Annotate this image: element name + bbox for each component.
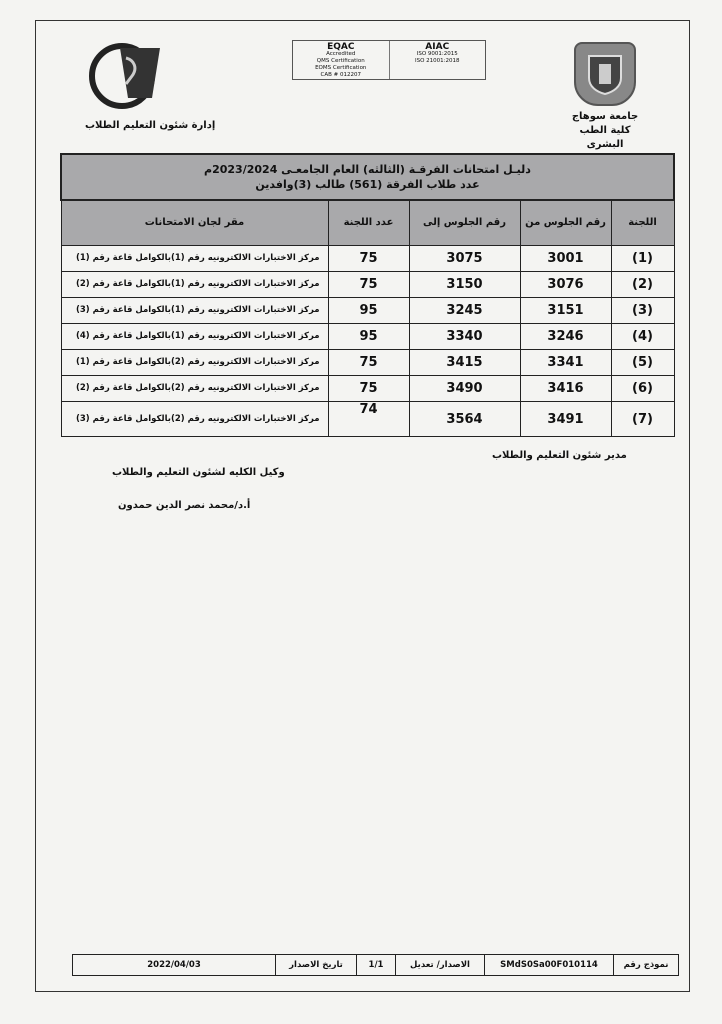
table-title-row (61, 154, 674, 200)
table-row: (7) 3491 3564 74 مركز الاختبارات الالكترونيه رقم (2)بالكوامل قاعة رقم (3) (61, 402, 674, 437)
date-value: 2022/04/03 (147, 960, 201, 970)
table-header-row (61, 200, 674, 246)
col-venue: مقر لجان الامتحانات (61, 200, 328, 246)
eqac-cert: EQAC Accredited QMS Certification EOMS Certification CAB # 012207 (293, 41, 390, 79)
table-subtitle: عدد طلاب الفرقة (561) طالب (3)وافدين (255, 178, 480, 191)
table-title: دليـل امتحانات الفرقـة (الثالثه) العام الجامعـى 2023/2024م (204, 163, 531, 176)
col-committee: اللجنة (611, 200, 674, 246)
table-row: (3) 3151 3245 95 مركز الاختبارات الالكترونيه رقم (1)بالكوامل قاعة رقم (3) (61, 298, 674, 324)
table-row: (1) 3001 3075 75 مركز الاختبارات الالكترونيه رقم (1)بالكوامل قاعة رقم (1) (61, 246, 674, 272)
table-row: (2) 3076 3150 75 مركز الاختبارات الالكترونيه رقم (1)بالكوامل قاعة رقم (2) (61, 272, 674, 298)
faculty-name: كلية الطب البشرى (579, 125, 631, 150)
table-row: (6) 3416 3490 75 مركز الاختبارات الالكترونيه رقم (2)بالكوامل قاعة رقم (2) (61, 376, 674, 402)
eqac-logo: EQAC (327, 42, 355, 52)
date-label: تاريخ الاصدار (275, 955, 356, 975)
university-block (560, 42, 650, 152)
certification-logos (292, 40, 486, 80)
col-count: عدد اللجنة (328, 200, 409, 246)
vice-dean-name: أ.د/محمد نصر الدين حمدون (118, 500, 251, 511)
department-name: إدارة شئون التعليم الطلاب (85, 120, 216, 131)
col-seat-from: رقم الجلوس من (520, 200, 611, 246)
table-row: (4) 3246 3340 95 مركز الاختبارات الالكترونيه رقم (1)بالكوامل قاعة رقم (4) (61, 324, 674, 350)
exam-schedule-table (60, 153, 675, 437)
university-name: جامعة سوهاج (571, 111, 639, 122)
table-row: (5) 3341 3415 75 مركز الاختبارات الالكترونيه رقم (2)بالكوامل قاعة رقم (1) (61, 350, 674, 376)
edition-label: الاصدار/ تعديل (395, 955, 484, 975)
edition-value: 1/1 (356, 955, 395, 975)
col-seat-to: رقم الجلوس إلى (409, 200, 520, 246)
form-label: نموذج رقم (613, 955, 678, 975)
aiac-logo: AIAC (425, 42, 450, 52)
vice-dean-title: وكيل الكليه لشئون التعليم والطلاب (112, 467, 285, 478)
form-number: SMdS0Sa00F010114 (484, 955, 613, 975)
faculty-logo-icon (72, 40, 182, 112)
form-footer (72, 954, 679, 976)
director-signature: مدير شئون التعليم والطلاب (492, 450, 627, 461)
aiac-cert: AIAC ISO 9001:2015 ISO 21001:2018 (390, 41, 486, 79)
university-seal-icon (574, 42, 636, 106)
